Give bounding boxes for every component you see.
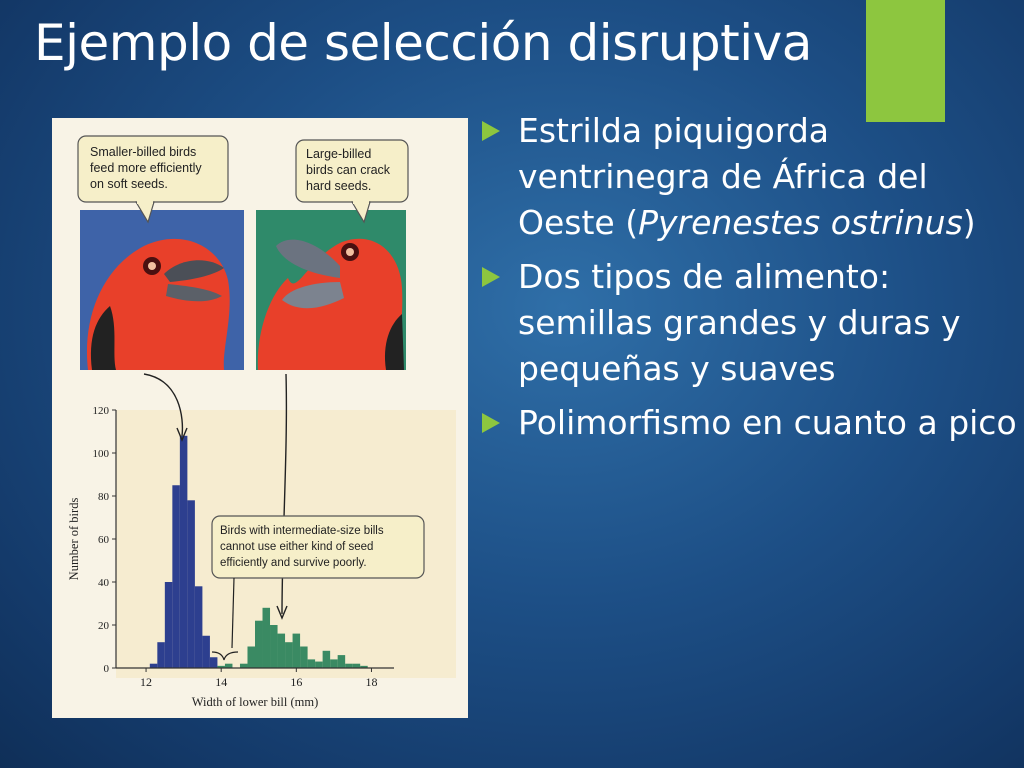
- x-axis-label: Width of lower bill (mm): [191, 695, 319, 709]
- triangle-bullet-icon: [482, 121, 500, 141]
- y-tick-label: 100: [92, 448, 109, 460]
- svg-text:Birds with intermediate-size b: [220, 525, 387, 569]
- histogram-bar: [330, 659, 338, 668]
- histogram-bar: [315, 662, 323, 668]
- slide-title: Ejemplo de selección disruptiva: [34, 14, 812, 72]
- histogram-bar: [180, 436, 188, 668]
- y-tick-label: 40: [98, 577, 109, 589]
- bullet-item-polymorphism: [478, 400, 1018, 446]
- triangle-bullet-icon: [482, 267, 500, 287]
- callout-large-line-3: hard seeds.: [306, 179, 372, 193]
- histogram-bar: [157, 642, 165, 668]
- histogram-bar: [338, 655, 346, 668]
- histogram-bar: [202, 636, 210, 668]
- histogram-bar: [240, 664, 248, 668]
- histogram-bar: [278, 634, 286, 668]
- histogram-bar: [293, 634, 301, 668]
- histogram-bar: [300, 647, 308, 669]
- histogram-bar: [308, 659, 316, 668]
- histogram-bar: [247, 647, 255, 669]
- bullet-text: Dos tipos de alimento: semillas grandes y duras y pequeñas y suaves: [518, 257, 961, 388]
- callout-intermediate-line-2: cannot use either kind of seed: [220, 541, 374, 553]
- histogram-bar: [210, 657, 218, 668]
- histogram-bar: [172, 485, 180, 668]
- x-tick-label: 18: [365, 675, 378, 689]
- histogram-bar: [270, 625, 278, 668]
- y-tick-label: 120: [92, 405, 109, 417]
- callout-large-line-2: birds can crack: [306, 163, 391, 177]
- bullet-text: Estrilda piquigorda ventrinegra de África del Oeste (Pyrenestes ostrinus): [518, 111, 976, 242]
- callout-small-line-3: on soft seeds.: [90, 177, 168, 191]
- bird-figure: [52, 118, 468, 718]
- bullet-text: Polimorfismo en cuanto a pico: [518, 403, 1017, 442]
- histogram-bar: [150, 664, 158, 668]
- bullet-item-food: [478, 254, 1018, 392]
- histogram-bar: [165, 582, 173, 668]
- y-tick-label: 20: [98, 620, 109, 632]
- callout-small-billed: [78, 136, 228, 222]
- x-tick-label: 14: [215, 675, 228, 689]
- histogram-bar: [285, 642, 293, 668]
- species-name: Pyrenestes ostrinus: [638, 203, 963, 242]
- y-tick-label: 60: [98, 534, 109, 546]
- y-tick-label: 80: [98, 491, 109, 503]
- callout-intermediate-line-1: Birds with intermediate-size bills: [220, 525, 384, 537]
- triangle-bullet-icon: [482, 413, 500, 433]
- callout-small-line-1: Smaller-billed birds: [90, 145, 197, 159]
- histogram-bar: [255, 621, 263, 668]
- x-tick-label: 16: [290, 675, 303, 689]
- bullet-item-species: [478, 108, 1018, 246]
- y-tick-label: 0: [103, 663, 109, 675]
- figure-svg: [52, 118, 468, 718]
- callout-large-line-1: Large-billed: [306, 147, 372, 161]
- x-tick-label: 12: [140, 675, 153, 689]
- callout-small-line-2: feed more efficiently: [90, 161, 202, 175]
- histogram-bar: [353, 664, 361, 668]
- y-axis-label: Number of birds: [67, 497, 81, 581]
- callout-intermediate-line-3: efficiently and survive poorly.: [220, 557, 367, 569]
- bullet-list: [478, 108, 1018, 454]
- histogram-bar: [187, 500, 195, 668]
- histogram-bar: [263, 608, 271, 668]
- histogram-bar: [225, 664, 233, 668]
- accent-bar: [866, 0, 945, 122]
- callout-large-billed: [296, 140, 408, 222]
- histogram-bar: [323, 651, 331, 668]
- histogram-bar: [195, 586, 203, 668]
- histogram-bar: [345, 664, 353, 668]
